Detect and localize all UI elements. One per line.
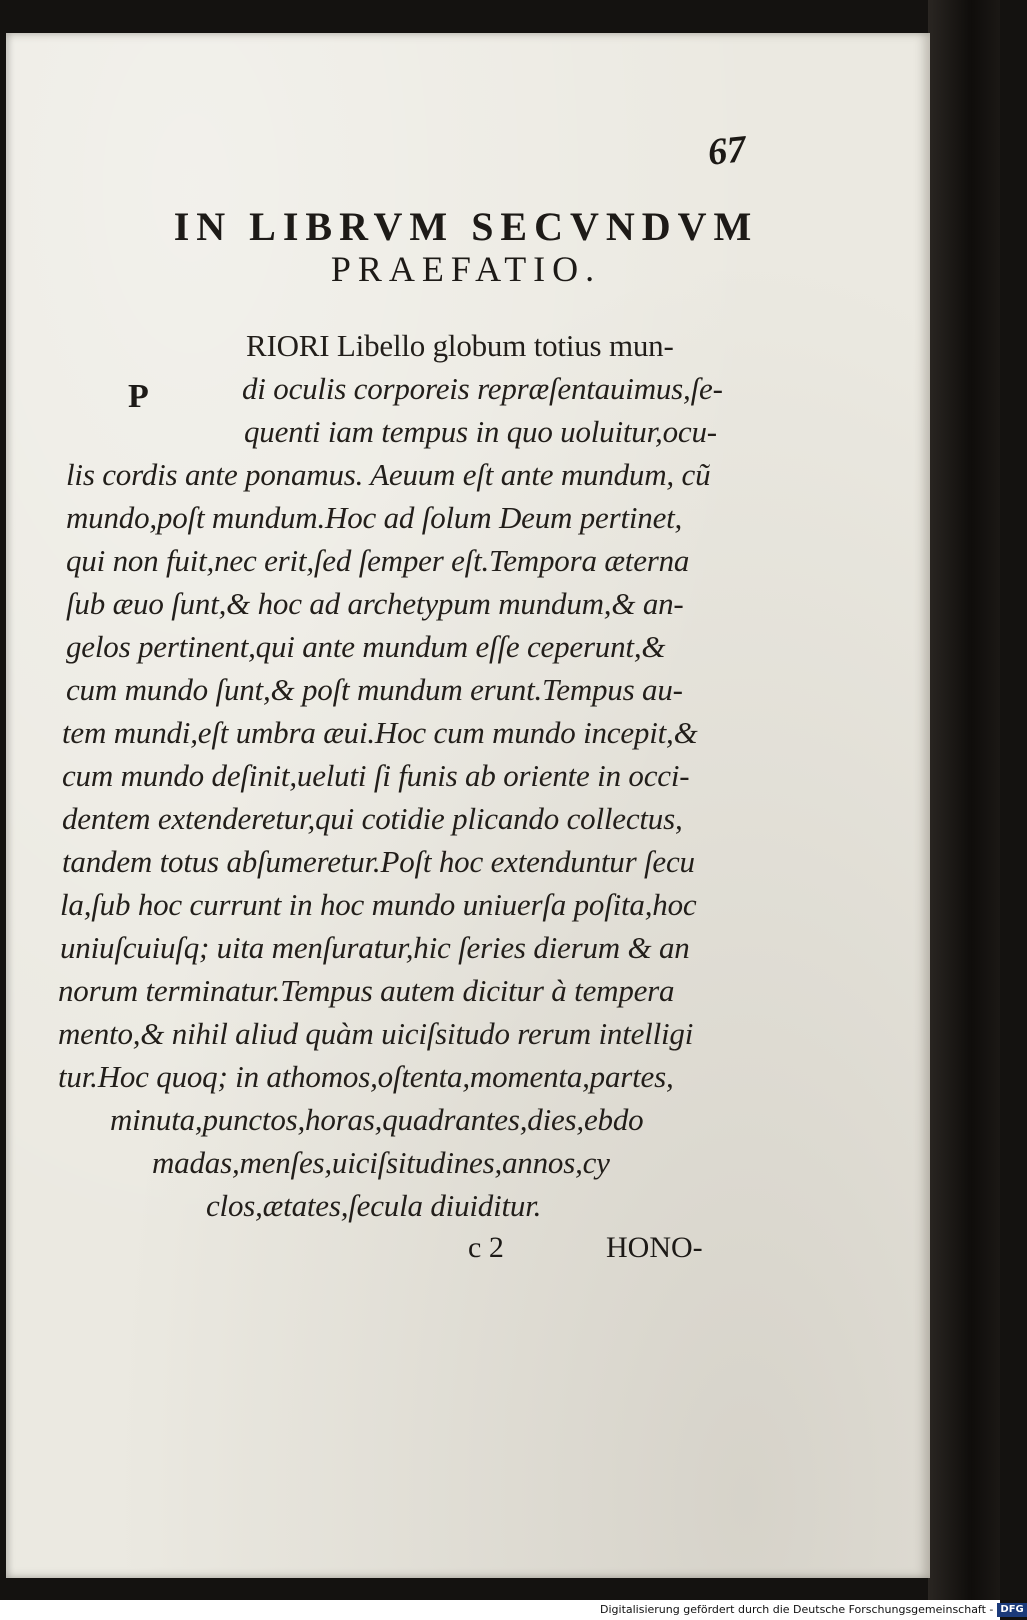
text-line: cum mundo ſunt,& poſt mundum erunt.Tempus au-: [66, 672, 683, 707]
text-line: uniuſcuiuſq; uita menſuratur,hic ſeries dierum & an: [60, 930, 690, 965]
heading-line-2: PRAEFATIO.: [330, 249, 602, 289]
catchword: HONO-: [606, 1231, 703, 1264]
credit-text: Digitalisierung gefördert durch die Deutsche Forschungsgemeinschaft -: [600, 1603, 994, 1616]
signature-mark: c 2: [468, 1231, 504, 1264]
text-line: dentem extenderetur,qui cotidie plicando collectus,: [62, 801, 683, 836]
bottom-strip: [0, 1600, 600, 1620]
text-line: norum terminatur.Tempus autem dicitur à tempera: [58, 973, 675, 1008]
text-line: minuta,punctos,horas,quadrantes,dies,ebdo: [110, 1102, 644, 1137]
text-line: lis cordis ante ponamus. Aeuum eſt ante mundum, cũ: [66, 457, 711, 492]
page-number: 67: [705, 128, 749, 174]
text-line: clos,ætates,ſecula diuiditur.: [206, 1188, 542, 1223]
text-line: di oculis corporeis repræſentauimus,ſe-: [242, 371, 723, 406]
drop-cap: P: [128, 378, 149, 415]
book-page: [6, 33, 930, 1578]
text-line: madas,menſes,uiciſsitudines,annos,cy: [152, 1145, 610, 1180]
dfg-logo: DFG: [997, 1603, 1026, 1617]
text-line: tur.Hoc quoq; in athomos,oſtenta,momenta,partes,: [58, 1059, 674, 1094]
text-line: cum mundo deſinit,ueluti ſi funis ab oriente in occi-: [62, 758, 690, 793]
text-line: tem mundi,eſt umbra æui.Hoc cum mundo incepit,&: [62, 715, 698, 750]
text-line: RIORI Libello globum totius mun-: [246, 328, 674, 363]
text-line: la,ſub hoc currunt in hoc mundo uniuerſa poſita,hoc: [60, 887, 697, 922]
text-line: gelos pertinent,qui ante mundum eſſe ceperunt,&: [66, 629, 666, 664]
book-edge: [928, 0, 1000, 1600]
text-line: ſub æuo ſunt,& hoc ad archetypum mundum,& an-: [66, 586, 684, 621]
digitization-credit: [600, 1600, 1024, 1620]
text-line: quenti iam tempus in quo uoluitur,ocu-: [244, 414, 717, 449]
heading-line-1: IN LIBRVM SECVNDVM: [173, 204, 759, 249]
text-line: mundo,poſt mundum.Hoc ad ſolum Deum pertinet,: [66, 500, 683, 535]
text-line: tandem totus abſumeretur.Poſt hoc extenduntur ſecu: [62, 844, 695, 879]
text-line: qui non fuit,nec erit,ſed ſemper eſt.Tempora æterna: [66, 543, 690, 578]
text-line: mento,& nihil aliud quàm uiciſsitudo rerum intelligi: [58, 1016, 694, 1051]
